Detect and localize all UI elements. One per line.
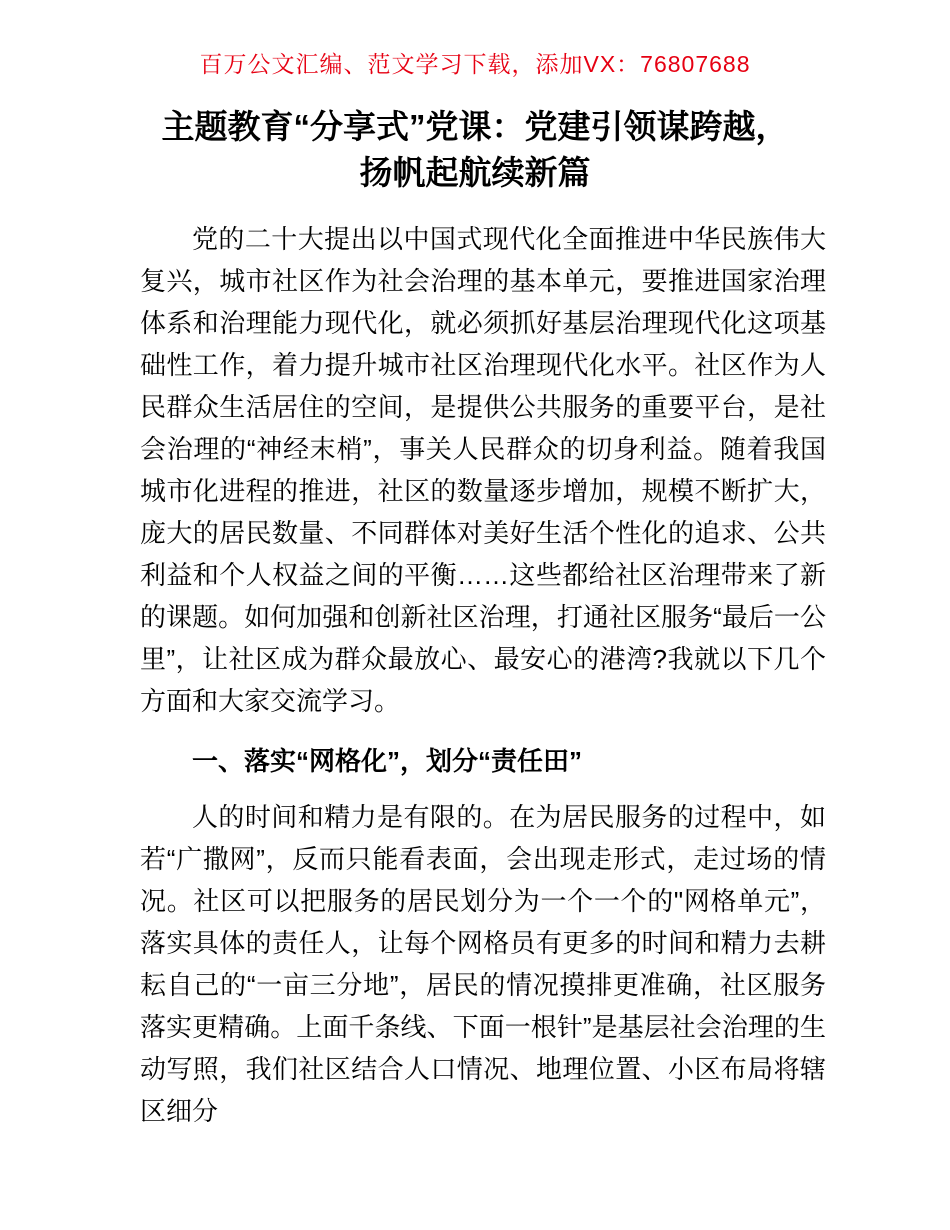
section-heading-1: 一、落实“网格化”，划分“责任田” (192, 746, 583, 776)
paragraph-intro: 党的二十大提出以中国式现代化全面推进中华民族伟大复兴，城市社区作为社会治理的基本单元，要推进国家治理体系和治理能力现代化，就必须抓好基层治理现代化这项基础性工作，着力提升城市社区治理现代化水平。社区作为人民群众生活居住的空间，是提供公共服务的重要平台，是社会治理的“神经末梢”，事关人民群众的切身利益。随着我国城市化进程的推进，社区的数量逐步增加，规模不断扩大，庞大的居民数量、不同群体对美好生活个性化的追求、公共利益和个人权益之间的平衡……这些都给社区治理带来了新的课题。如何加强和创新社区治理，打通社区服务“最后一公里”，让社区成为群众最放心、最安心的港湾?我就以下几个方面和大家交流学习。 (140, 224, 826, 716)
document-title-line-1: 主题教育“分享式”党课：党建引领谋跨越， (161, 108, 789, 145)
document-title-line-2: 扬帆起航续新篇 (359, 154, 591, 191)
promo-banner: 百万公文汇编、范文学习下载，添加VX：76807688 (199, 51, 751, 77)
paragraph-section-1: 人的时间和精力是有限的。在为居民服务的过程中，如若“广撒网”，反而只能看表面，会出现走形式，走过场的情况。社区可以把服务的居民划分为一个一个的"网格单元”，落实具体的责任人，让每个网格员有更多的时间和精力去耕耘自己的“一亩三分地”，居民的情况摸排更准确，社区服务落实更精确。上面千条线、下面一根针”是基层社会治理的生动写照，我们社区结合人口情况、地理位置、小区布局将辖区细分 (140, 802, 826, 1126)
document-title (90, 104, 860, 196)
document-body (140, 218, 826, 1132)
